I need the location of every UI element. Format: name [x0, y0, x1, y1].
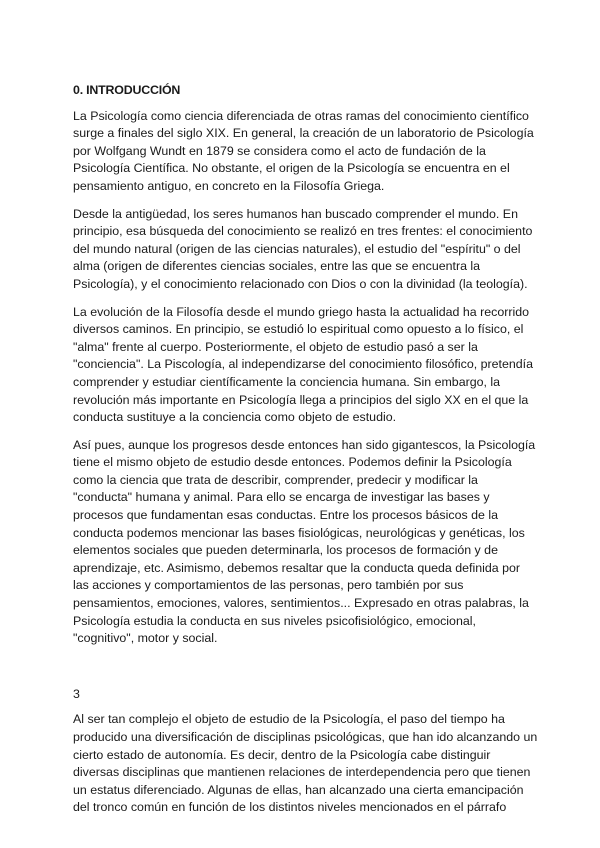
text-line: Al ser tan complejo el objeto de estudio de la Psicología, el paso del tiempo ha [73, 712, 505, 727]
text-line: las acciones y comportamientos de las personas, pero también por sus [73, 578, 464, 593]
text-line: revolución más importante en Psicología llega a principios del siglo XX en el que la [73, 392, 529, 407]
paragraph-1 [73, 108, 543, 196]
text-line: "cognitivo", motor y social. [73, 631, 218, 646]
paragraph-5 [73, 711, 543, 817]
text-line: tiene el mismo objeto de estudio desde entonces. Podemos definir la Psicología [73, 455, 512, 470]
text-line: comprender y estudiar científicamente la conciencia humana. Sin embargo, la [73, 374, 501, 389]
text-line: "conducta" humana y animal. Para ello se encarga de investigar las bases y [73, 490, 490, 505]
text-line: aprendizaje, etc. Asimismo, debemos resaltar que la conducta queda definida por [73, 560, 521, 575]
text-line: un estatus diferenciado. Algunas de ellas, han alcanzado una cierta emancipación [73, 782, 524, 797]
text-line: del mundo natural (origen de las ciencias naturales), el estudio del "espíritu" o del [73, 241, 521, 256]
text-line: Psicología estudia la conducta en sus niveles psicofisiológico, emocional, [73, 613, 476, 628]
text-line: procesos que fundamentan esas conductas. Entre los procesos básicos de la [73, 508, 498, 523]
text-line: conducta podemos mencionar las bases fisiológicas, neurológicas y genéticas, los [73, 525, 525, 540]
text-line: pensamientos, emociones, valores, sentimientos... Expresado en otras palabras, la [73, 596, 529, 611]
document-content [73, 82, 543, 827]
text-line: por Wolfgang Wundt en 1879 se considera como el acto de fundación de la [73, 143, 486, 158]
text-line: principio, esa búsqueda del conocimiento se realizó en tres frentes: el conocimiento [73, 224, 533, 239]
text-line: La evolución de la Filosofía desde el mundo griego hasta la actualidad ha recorrido [73, 304, 529, 319]
text-line: pensamiento antiguo, en concreto en la Filosofía Griega. [73, 178, 385, 193]
paragraph-3 [73, 304, 543, 427]
text-line: surge a finales del siglo XIX. En general, la creación de un laboratorio de Psicología [73, 126, 534, 141]
text-line: cierto estado de autonomía. Es decir, dentro de la Psicología cabe distinguir [73, 747, 491, 762]
text-line: "alma" frente al cuerpo. Posteriormente, el objeto de estudio pasó a ser la [73, 339, 478, 354]
paragraph-2 [73, 206, 543, 294]
text-line: conducta sustituye a la conciencia como objeto de estudio. [73, 410, 397, 425]
text-line: Psicología), y el conocimiento relacionado con Dios o con la divinidad (la teología). [73, 276, 528, 291]
text-line: producido una diversificación de disciplinas psicológicas, que han ido alcanzando un [73, 730, 538, 744]
text-line: La Psicología como ciencia diferenciada de otras ramas del conocimiento científico [73, 108, 529, 123]
paragraph-4 [73, 437, 543, 648]
text-line: diversos caminos. En principio, se estudió lo espiritual como opuesto a lo físico, el [73, 322, 524, 337]
page-number: 3 [73, 686, 80, 701]
text-line: diversas disciplinas que mantienen relaciones de interdependencia pero que tienen [73, 765, 531, 780]
text-line: alma (origen de diferentes ciencias sociales, entre las que se encuentra la [73, 259, 481, 274]
section-heading: 0. INTRODUCCIÓN [73, 83, 181, 97]
text-line: Desde la antigüedad, los seres humanos han buscado comprender el mundo. En [73, 206, 518, 221]
text-line: Así pues, aunque los progresos desde entonces han sido gigantescos, la Psicología [73, 437, 536, 452]
text-line: Psicología Científica. No obstante, el origen de la Psicología se encuentra en el [73, 161, 510, 176]
text-line: como la ciencia que trata de describir, comprender, predecir y modificar la [73, 472, 478, 487]
text-line: "conciencia". La Piscología, al independizarse del conocimiento filosófico, pretendía [73, 357, 533, 372]
text-line: elementos sociales que pueden determinarla, los procesos de formación y de [73, 543, 498, 558]
text-line: del tronco común en función de los distintos niveles mencionados en el párrafo [73, 800, 507, 815]
